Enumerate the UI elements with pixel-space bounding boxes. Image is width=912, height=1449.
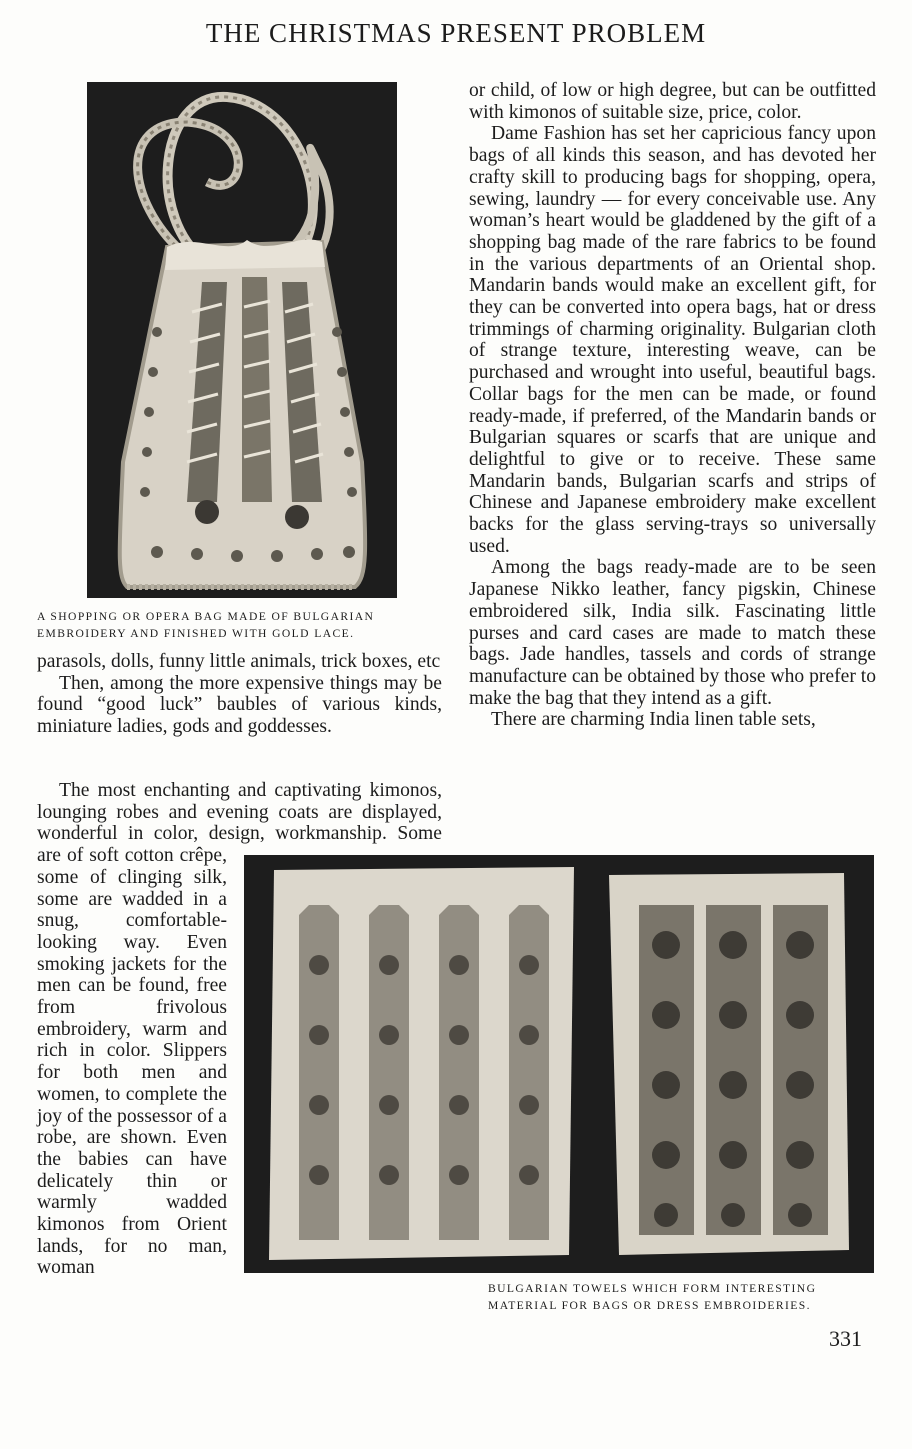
page-number: 331 (829, 1326, 862, 1351)
bag-illustration (87, 82, 397, 598)
right-column (469, 80, 876, 731)
page-title: THE CHRISTMAS PRESENT PROBLEM (205, 18, 707, 48)
bag-caption: A SHOPPING OR OPERA BAG MADE OF BULGARIAN EMBROIDERY AND FINISHED WITH GOLD LACE. (37, 610, 375, 640)
paragraph: There are charming India linen table sets, (491, 709, 816, 731)
paragraph: Dame Fashion has set her capricious fancy upon bags of all kinds this season, and has devoted her crafty skill to producing bags for shopping, opera, sewing, laundry — for every conceivable use. Any woman’s heart would be gladdened by the gift of a shopping bag made of the rare fabrics to be found in the various departments of an Oriental shop. Mandarin bands would make an excellent gift, for they can be converted into opera bags, hat or dress trimmings of charming originality. Bulgarian cloth of strange texture, interesting weave, can be purchased and wrought into useful, beautiful bags. Collar bags for the men can be made, or found ready-made, if preferred, of the Mandarin bands or Bulgarian squares or scarfs that are unique and delightful to give or to receive. These same Mandarin bands, Bulgarian scarfs and strips of Chinese and Japanese embroidery make excellent backs for the glass serving-trays so universally used. (469, 123, 876, 557)
left-column-upper (37, 651, 442, 738)
paragraph: Then, among the more expensive things may be found “good luck” baubles of various kinds, miniature ladies, gods and goddesses. (37, 672, 442, 738)
bag-photo (87, 82, 397, 598)
towels-illustration (244, 855, 874, 1273)
paragraph: The most enchanting and captivating kimonos, lounging robes and evening coats are displayed, wonderful in color, design, workmanship. Some are of soft cotton crêpe, some of clinging silk, some are wadded in a snug, comfortable-looking way. Even smoking jackets for the men can be found, free from frivolous embroidery, warm and rich in color. Slippers for both men and women, to complete the joy of the possessor of a robe, are shown. Even the babies can have delicately thin or warmly wadded kimonos from Orient lands, for no man, woman (37, 780, 442, 1279)
towels-caption: BULGARIAN TOWELS WHICH FORM INTERESTING MATERIAL FOR BAGS OR DRESS EMBROIDERIES. (488, 1282, 817, 1312)
paragraph: parasols, dolls, funny little animals, trick boxes, etc (37, 651, 441, 672)
paragraph: Among the bags ready-made are to be seen Japanese Nikko leather, fancy pigskin, Chinese embroidered silk, India silk. Fascinating little purses and card cases are made to match these bags. Jade handles, tassels and cords of strange manufacture can be obtained by those who prefer to make the bag that they intend as a gift. (469, 557, 876, 709)
paragraph: or child, of low or high degree, but can be outfitted with kimonos of suitable size, price, color. (469, 80, 876, 123)
towels-photo (244, 855, 874, 1273)
